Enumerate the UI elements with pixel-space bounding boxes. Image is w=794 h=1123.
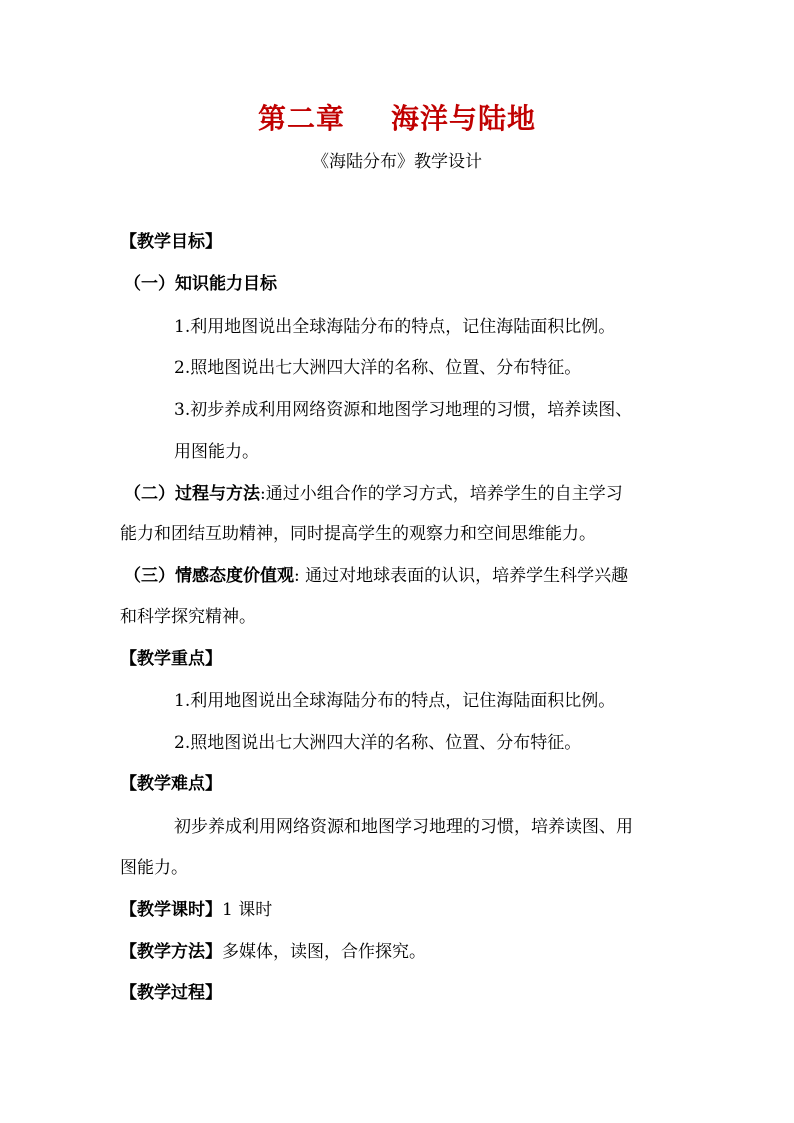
- knowledge-item-3: 3.初步养成利用网络资源和地图学习地理的习惯，培养读图、: [174, 400, 633, 420]
- paragraph-hours: [120, 898, 272, 922]
- hours-value: 1 课时: [222, 900, 273, 920]
- section-heading-methods: 【教学方法】: [120, 942, 222, 962]
- section-heading-key-points: 【教学重点】: [120, 649, 222, 669]
- knowledge-item-3-cont: 用图能力。: [174, 442, 259, 462]
- process-text-line1: :通过小组合作的学习方式，培养学生的自主学习: [260, 484, 623, 504]
- methods-value: 多媒体，读图，合作探究。: [222, 942, 426, 962]
- emotion-text-line1: : 通过对地球表面的认识，培养学生科学兴趣: [294, 566, 629, 586]
- key-point-item-2: 2.照地图说出七大洲四大洋的名称、位置、分布特征。: [174, 733, 582, 753]
- subsection-heading-knowledge: （一）知识能力目标: [124, 274, 277, 294]
- paragraph-emotion: [124, 564, 628, 588]
- chapter-number: 第二章: [257, 102, 345, 135]
- difficulties-text-line1: 初步养成利用网络资源和地图学习地理的习惯，培养读图、用: [174, 817, 633, 837]
- process-text-line2: 能力和团结互助精神，同时提高学生的观察力和空间思维能力。: [120, 524, 596, 544]
- section-heading-difficulties: 【教学难点】: [120, 774, 222, 794]
- section-heading-hours: 【教学课时】: [120, 900, 222, 920]
- subsection-heading-emotion: （三）情感态度价值观: [124, 566, 294, 586]
- section-heading-process: 【教学过程】: [120, 983, 222, 1003]
- emotion-text-line2: 和科学探究精神。: [120, 607, 256, 627]
- chapter-name: 海洋与陆地: [391, 102, 537, 135]
- key-point-item-1: 1.利用地图说出全球海陆分布的特点，记住海陆面积比例。: [174, 691, 616, 711]
- section-heading-goals: 【教学目标】: [120, 232, 222, 252]
- knowledge-item-1: 1.利用地图说出全球海陆分布的特点，记住海陆面积比例。: [174, 317, 616, 337]
- subsection-heading-process: （二）过程与方法: [124, 484, 260, 504]
- chapter-title: [0, 97, 794, 137]
- paragraph-process: [124, 482, 623, 506]
- difficulties-text-line2: 图能力。: [120, 858, 188, 878]
- knowledge-item-2: 2.照地图说出七大洲四大洋的名称、位置、分布特征。: [174, 358, 582, 378]
- paragraph-methods: [120, 940, 426, 964]
- document-subtitle: 《海陆分布》教学设计: [312, 152, 482, 172]
